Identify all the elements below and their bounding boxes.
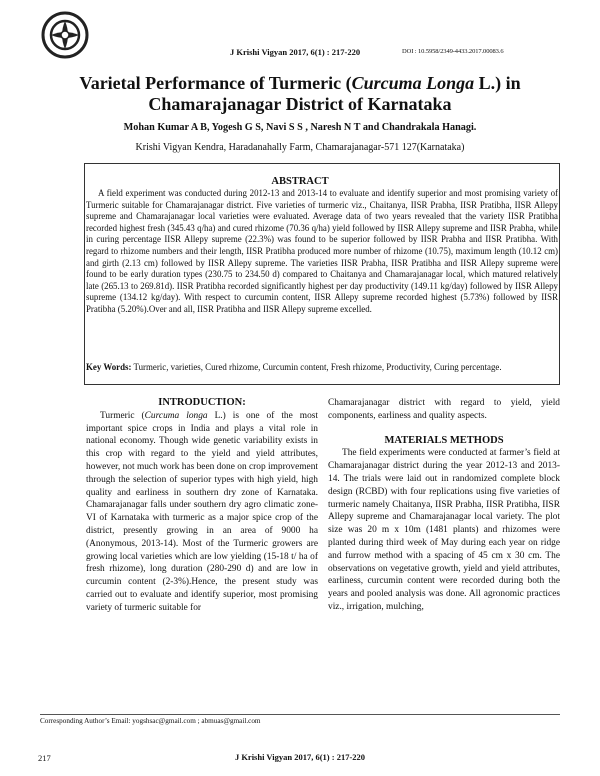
authors: Mohan Kumar A B, Yogesh G S, Navi S S , Naresh N T and Chandrakala Hanagi.	[123, 122, 477, 133]
journal-footer: J Krishi Vigyan 2017, 6(1) : 217-220	[234, 752, 366, 762]
abstract-text: A field experiment was conducted during 2012-13 and 2013-14 to evaluate and identify superior and most promising variety of Turmeric suitable for Chamarajanagar district. Five varieties of turmeric viz., Chaitanya, IISR Prabha, IISR Pratibha, IISR Allepy supreme and Chamarajanagar local varieties were evaluated. Average data of two years revealed that the variety IISR Pratibha recorded highest fresh (345.43 q/ha) and cured rhizome (70.36 q/ha) yield followed by IISR Allepy supreme and IISR Prabha, while in curing percentage IISR Allepy supreme (22.3%) was found to be superior followed by IISR Prabha and IISR Pratibha. With regard to rhizome numbers and their length, IISR Pratibha produced more number of rhizome (10.75), maximum length (10.12 cm) and girth (2.13 cm) followed by IISR Allepy supreme. The varieties IISR Prabha, IISR Pratibha and IISR Allepy supreme were found to be early duration types (230.75 to 234.50 d) compared to Chaitanya and Chamarajanagar local, which matured relatively late (265.13 to 269.81d). IISR Pratibha recorded significantly highest per day productivity (149.11 kg/day) followed by IISR Allepy supreme (134.12 kg/day). With respect to curcumin content, IISR Allepy supreme recorded highest (5.73%) followed by IISR Pratibha (5.20%).Over and all, IISR Pratibha and IISR Allepy supreme excelled.	[86, 188, 558, 314]
keywords: Key Words: Turmeric, varieties, Cured rhizome, Curcumin content, Fresh rhizome, Productivity, Curing percentage.	[86, 362, 502, 372]
abstract-heading: ABSTRACT	[271, 176, 329, 187]
paper-title: Varietal Performance of Turmeric (Curcuma Longa L.) in Chamarajanagar District of Karnataka	[79, 73, 521, 114]
right-column	[328, 397, 560, 614]
intro-text: Turmeric (Curcuma longa L.) is one of the most important spice crops in India and plays a vital role in national economy. Though wide genetic variability exists in this crop with regard to the yield and yield attributes, however, not much work has been done on crop improvement through the selection of superior types with high yield, high quality and earliness in southern dry zone of Karnataka. Chamarajanagar falls under southern dry agro climatic zone-VI of Karnataka with turmeric as a major spice crop of the district, presently growing in an area of 9000 ha (Anonymous, 2013-14). Most of the Turmeric growers are growing local varieties which are low yielding (15-18 t/ ha of fresh rhizome), long duration (280-290 d) and are low in curcumin content (2-3%).Hence, the present study was carried out to evaluate and identify superior, most promising variety of turmeric suitable for	[86, 410, 319, 613]
page-number: 217	[38, 753, 51, 763]
affiliation: Krishi Vigyan Kendra, Haradanahally Farm, Chamarajanagar-571 127(Karnataka)	[135, 142, 465, 153]
intro-continued: Chamarajanagar district with regard to yield, yield components, earliness and quality aspects.	[328, 398, 560, 421]
methods-text: The field experiments were conducted at farmer’s field at Chamarajanagar district during the year 2012-13 and 2013-14. The trials were laid out in randomized complete block design (RCBD) with four replications using five varieties of turmeric namely Chaitanya, IISR Prabha, IISR Pratibha, IISR Allepy supreme and Chamarajanagar local variety. The plot size was 20 m x 10m (1481 plants) and rhizomes were planted during third week of May during each year on ridge and furrow method with a spacing of 45 cm x 30 cm. The observations on vegetative growth, yield and yield attributes, earliness, curcumin content were recorded during both the years and pooled analysis was done. All agronomic practices viz., irrigation, mulching,	[328, 448, 560, 612]
methods-heading: MATERIALS METHODS	[384, 434, 504, 446]
intro-heading: INTRODUCTION:	[158, 397, 246, 408]
doi: DOI : 10.5958/2349-4433.2017.00083.6	[402, 48, 504, 55]
journal-header: J Krishi Vigyan 2017, 6(1) : 217-220	[230, 47, 361, 57]
corresponding-author: Corresponding Author’s Email: yogshsac@gmail.com ; abmuas@gmail.com	[40, 714, 560, 725]
journal-logo-icon	[40, 10, 90, 60]
left-column	[86, 397, 318, 615]
